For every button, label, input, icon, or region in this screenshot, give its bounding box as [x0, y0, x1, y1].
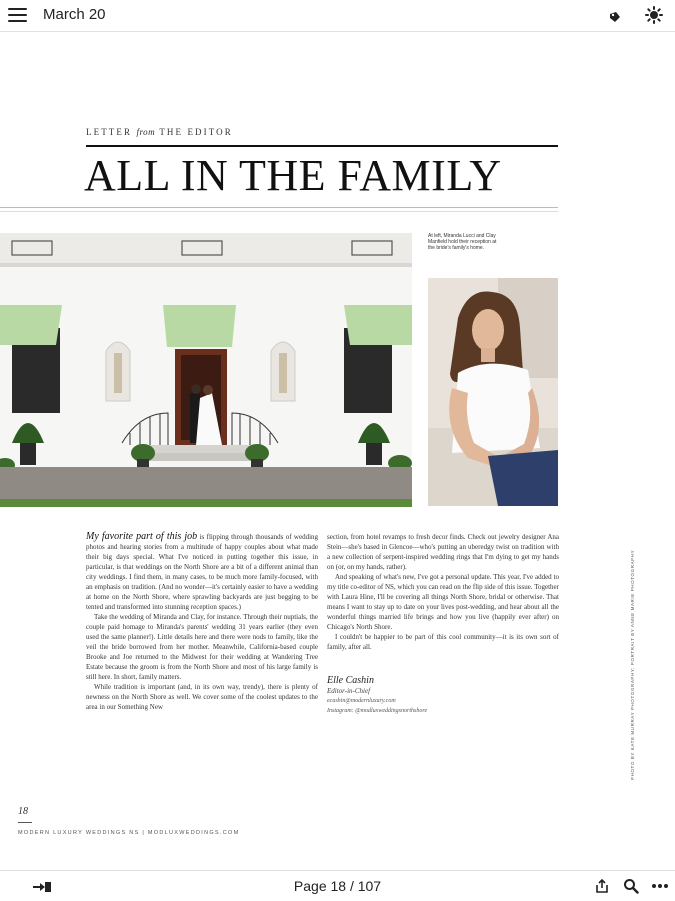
- brightness-icon[interactable]: [645, 6, 663, 24]
- article-column-1: [86, 532, 318, 712]
- hamburger-menu-icon[interactable]: [8, 7, 28, 23]
- photo-caption: At left, Miranda Lucci and Clay Manfield hold their reception at the bride's family's home.: [428, 233, 497, 251]
- top-app-bar: [0, 0, 675, 32]
- wedding-house-photo: [0, 233, 412, 507]
- magazine-footer: MODERN LUXURY WEDDINGS NS | MODLUXWEDDINGS.COM: [18, 830, 240, 836]
- issue-title: March 20: [43, 6, 106, 23]
- col1-paragraph-3: While tradition is important (and, in its own way, trendy), there is plenty of newness on the North Shore as well. We cover some of the coolest updates to the area in our Something New: [86, 683, 318, 711]
- signature-email: ecashin@modernluxury.com: [327, 698, 396, 704]
- page-folio: 18: [18, 806, 28, 817]
- col2-paragraph-3: I couldn't be happier to be part of this cool community—it is its own sort of family, after all.: [327, 633, 559, 651]
- bookmark-icon[interactable]: [608, 10, 622, 24]
- article-column-2: [327, 532, 559, 716]
- bottom-toolbar: [0, 870, 675, 901]
- article-headline: ALL IN THE FAMILY: [84, 151, 502, 200]
- headline-rule-top: [86, 145, 558, 147]
- signature-name: Elle Cashin: [327, 675, 374, 686]
- col1-paragraph-1: is flipping through thousands of wedding photos and hearing stories from a multitude of happy couples about what made their big days special. What I've noticed in putting together this issue, in particular, is that weddings on the North Shore are a bit of a different animal than city weddings. I find them, in many cases, to be much more family-focused, with an emphasis on tradition. (And no wonder—it's certainly easier to have a wedding at home on the North Shore, where sprawling backyards are just begging to be tented and transformed into stunning reception spaces.): [86, 533, 319, 611]
- share-icon[interactable]: [594, 878, 610, 894]
- col1-paragraph-2: Take the wedding of Miranda and Clay, for instance. Through their nuptials, the couple paid homage to Miranda's parents' wedding 31 years earlier (they even used the same planner!). Little details here and there were nods to family, like the veil the bride borrowed from her mother. Meanwhile, California-based couple Brooke and Joe returned to the Midwest for their wedding at Wandering Tree Estate because the groom is from the North Shore and most of his large family is still here. In short, family matters.: [86, 613, 318, 681]
- folio-rule: [18, 822, 32, 823]
- lead-in: My favorite part of this job: [86, 531, 198, 542]
- photo-credit-vertical: [628, 440, 636, 780]
- signature-instagram: Instagram: @modluxweddingsnorthshore: [327, 708, 428, 714]
- col2-paragraph-1: section, from hotel revamps to fresh decor finds. Check out jewelry designer Ana Stein—she's based in Glencoe—who's putting an uberedgy twist on tradition with a new collection of serpent-inspired wedding rings that I'm dying to get my hands on (or, on my hands, rather).: [327, 533, 559, 571]
- search-icon[interactable]: [623, 878, 639, 894]
- more-options-icon[interactable]: [651, 883, 669, 889]
- section-kicker: LETTER from THE EDITOR: [86, 127, 233, 137]
- headline-rule-bottom: [0, 207, 558, 208]
- signature-title: Editor-in-Chief: [327, 687, 371, 695]
- editor-portrait-photo: [428, 278, 558, 506]
- photo-credit-text: PHOTO BY KATE MURRAY PHOTOGRAPHY; PORTRAIT BY ANNE MARIE PHOTOGRAPHY: [630, 549, 635, 780]
- col2-paragraph-2: And speaking of what's new, I've got a personal update. This year, I've added to my title co-editor of NS, which you can read on the flip side of this issue. Together with Laura Hine, I'll be covering all things North Shore, bridal or otherwise. That means I want to stay up to date on your lives post-wedding, and hear about all the wonderful things married life brings and how you live (happily ever after) on Chicago's North Shore.: [327, 573, 559, 631]
- page-indicator: Page 18 / 107: [293, 878, 382, 894]
- headline-rule-bottom-secondary: [0, 211, 558, 212]
